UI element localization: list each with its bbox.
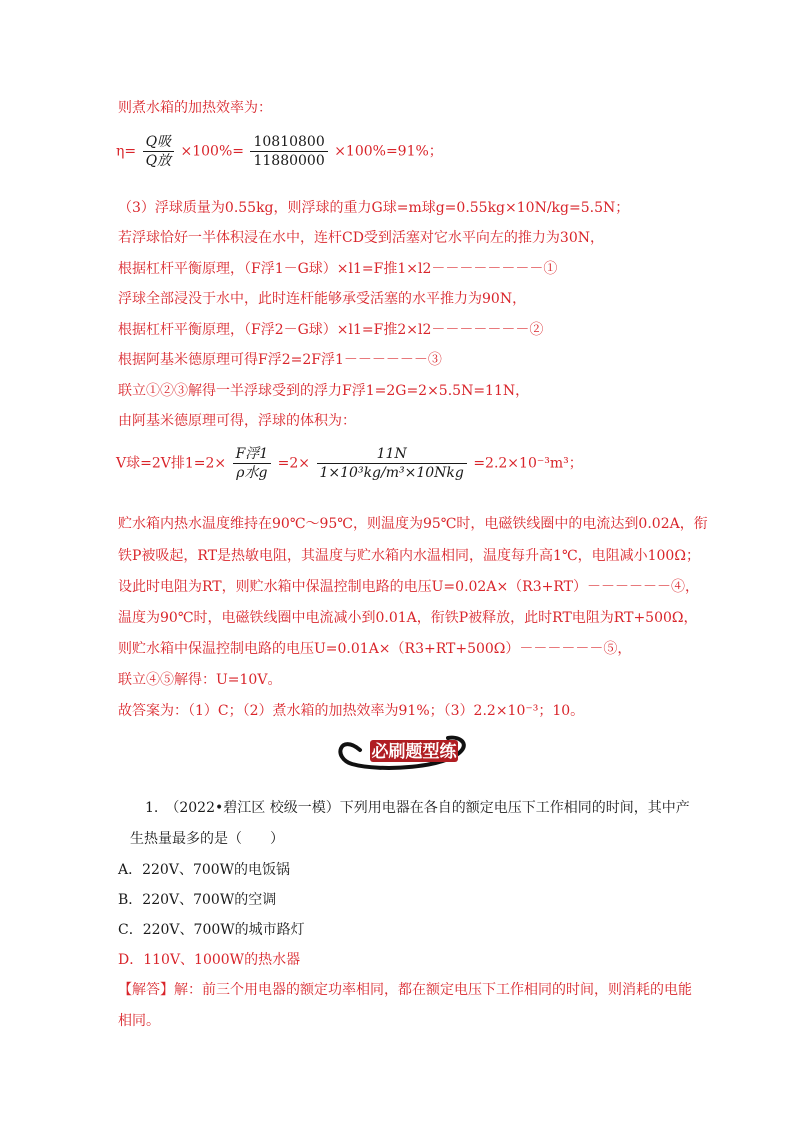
efficiency-formula	[116, 133, 443, 170]
solution-line: 故答案为：（1）C；（2）煮水箱的加热效率为91%；（3）2.2×10⁻³；10。	[118, 703, 585, 719]
formula-text: ×100%=	[180, 143, 245, 160]
fraction-denominator: ρ水g	[236, 465, 268, 481]
solution-line: 温度为90℃时，电磁铁线圈中电流减小到0.01A，衔铁P被释放，此时RT电阻为RT+500Ω，	[118, 610, 698, 626]
solution-line: （3）浮球质量为0.55kg，则浮球的重力G球=m球g=0.55kg×10N/kg=5.5N；	[118, 200, 630, 216]
brush-swirl-icon	[330, 728, 470, 770]
formula-text: ×100%=91%；	[334, 143, 443, 160]
logo-text: 必刷题型练	[371, 742, 457, 762]
fraction-denominator: 1×10³kg/m³×10Nkg	[319, 465, 464, 481]
option-a: A．220V、700W的电饭锅	[118, 862, 291, 878]
volume-formula	[116, 445, 583, 482]
answer-line: 相同。	[118, 1013, 160, 1029]
solution-line: 根据杠杆平衡原理，（F浮1－G球）×l1=F推1×l2－－－－－－－－①	[118, 261, 558, 277]
solution-line: 则煮水箱的加热效率为：	[118, 100, 272, 116]
formula-text: =2×	[277, 455, 311, 472]
fraction-numerator: Q吸	[143, 133, 174, 152]
answer-line	[118, 980, 692, 1000]
solution-line: 贮水箱内热水温度维持在90℃～95℃，则温度为95℃时，电磁铁线圈中的电流达到0.02A，衔	[118, 516, 708, 532]
answer-tag: 【解答】	[118, 982, 174, 998]
solution-line: 则贮水箱中保温控制电路的电压U=0.01A×（R3+RT+500Ω）－－－－－－⑤，	[118, 641, 632, 657]
solution-line: 根据杠杆平衡原理，（F浮2－G球）×l1=F推2×l2－－－－－－－②	[118, 322, 544, 338]
fraction-denominator: 11880000	[253, 153, 325, 169]
fraction-numerator: F浮1	[233, 445, 272, 464]
solution-line: 联立④⑤解得：U=10V。	[118, 672, 282, 688]
fraction-numerator: 10810800	[250, 133, 327, 152]
question-text: 1. （2022•碧江区 校级一模）下列用电器在各自的额定电压下工作相同的时间，其中产	[145, 800, 690, 816]
option-d: D．110V、1000W的热水器	[118, 952, 301, 968]
solution-line: 根据阿基米德原理可得F浮2=2F浮1－－－－－－③	[118, 352, 442, 368]
solution-line: 若浮球恰好一半体积浸在水中，连杆CD受到活塞对它水平向左的推力为30N，	[118, 230, 604, 246]
option-c: C．220V、700W的城市路灯	[118, 922, 305, 938]
solution-line: 设此时电阻为RT，则贮水箱中保温控制电路的电压U=0.02A×（R3+RT）－－－－－－④，	[118, 579, 699, 595]
question-text: 生热量最多的是（ ）	[130, 831, 284, 847]
solution-line: 铁P被吸起，RT是热敏电阻，其温度与贮水箱内水温相同，温度每升高1℃，电阻减小100Ω；	[118, 548, 700, 564]
solution-line: 由阿基米德原理可得，浮球的体积为：	[118, 413, 356, 429]
formula-text: η=	[116, 143, 137, 160]
answer-text: 解：前三个用电器的额定功率相同，都在额定电压下工作相同的时间，则消耗的电能	[174, 982, 692, 998]
formula-text: V球=2V排1=2×	[116, 455, 227, 472]
solution-line: 浮球全部浸没于水中，此时连杆能够承受活塞的水平推力为90N，	[118, 291, 527, 307]
section-logo	[330, 728, 470, 770]
option-b: B．220V、700W的空调	[118, 892, 277, 908]
fraction-numerator: 11N	[317, 445, 467, 464]
solution-line: 联立①②③解得一半浮球受到的浮力F浮1=2G=2×5.5N=11N，	[118, 383, 530, 399]
formula-text: =2.2×10⁻³m³；	[473, 455, 583, 472]
fraction-denominator: Q放	[145, 153, 172, 169]
